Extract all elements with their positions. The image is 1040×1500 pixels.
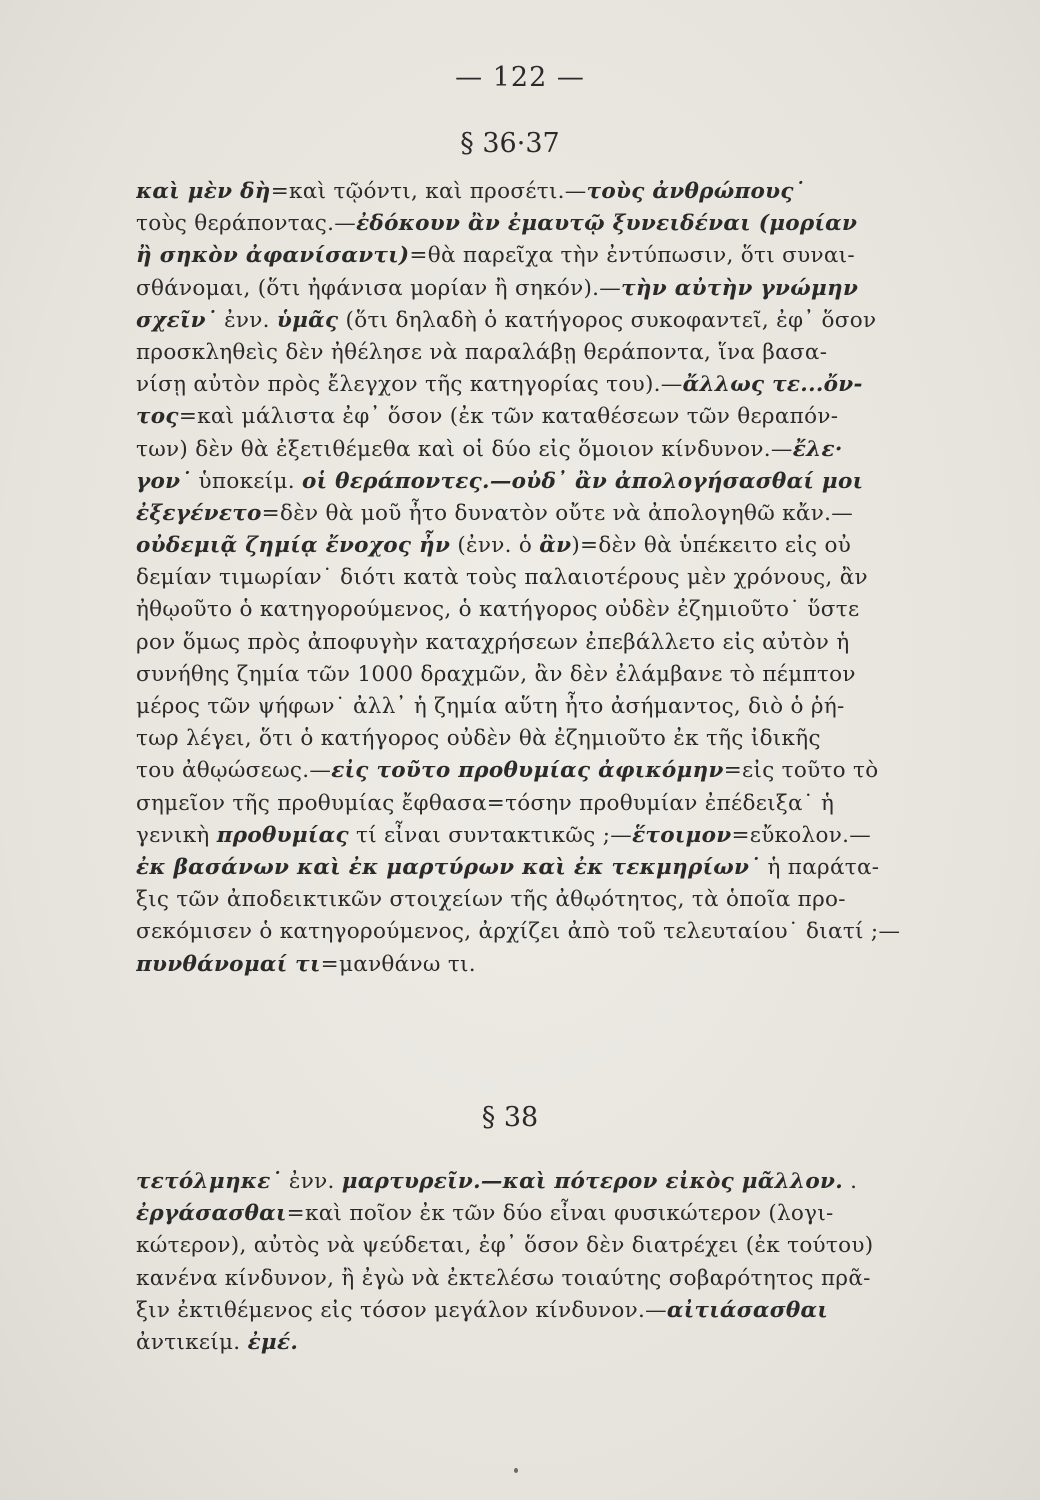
text-line <box>136 369 962 401</box>
commentary-text: τί εἶναι συντακτικῶς ;— <box>348 822 633 848</box>
lemma-text: τος <box>136 404 179 430</box>
commentary-text: ἡ παράτα- <box>760 854 880 880</box>
text-line <box>136 305 962 337</box>
lemma-text: ἐμέ. <box>247 1329 299 1355</box>
commentary-text: γενικὴ <box>136 822 217 848</box>
text-line <box>136 820 962 852</box>
text-line <box>136 691 962 723</box>
commentary-text: τοὺς θεράποντας.— <box>136 211 357 237</box>
commentary-text: . <box>843 1169 858 1194</box>
commentary-text: σθάνομαι, (ὅτι ἠφάνισα μορίαν ἢ σηκόν).— <box>136 275 622 301</box>
text-line <box>136 176 962 208</box>
commentary-text: νίσῃ αὐτὸν πρὸς ἔλεγχον τῆς κατηγορίας του).— <box>136 372 683 398</box>
text-line <box>136 1198 962 1230</box>
commentary-text: των) δὲν θὰ ἐξετιθέμεθα καὶ οἱ δύο εἰς ὅμοιον κίνδυνον.— <box>136 436 793 462</box>
commentary-text: συνήθης ζημία τῶν 1000 δραχμῶν, ἂν δὲν ἐλάμβανε τὸ πέμπτον <box>136 661 856 687</box>
commentary-text: μέρος τῶν ψήφων˙ ἀλλ᾽ ἡ ζημία αὕτη ἦτο ἀσήμαντος, διὸ ὁ ῥή- <box>136 694 845 719</box>
lemma-text: εἰς τοῦτο προθυμίας ἀφικόμην <box>331 758 724 784</box>
commentary-text: σεκόμισεν ὁ κατηγορούμενος, ἀρχίζει ἀπὸ τοῦ τελευταίου˙ διατί ;— <box>136 919 901 945</box>
commentary-text: ξιν ἐκτιθέμενος εἰς τόσον μεγάλον κίνδυνον.— <box>136 1297 667 1323</box>
text-line <box>136 659 962 691</box>
commentary-text: ἐνν. <box>216 307 277 333</box>
lemma-text: οὐδεμιᾷ ζημίᾳ ἔνοχος ἦν <box>136 533 451 559</box>
commentary-text: =θὰ παρεῖχα τὴν ἐντύπωσιν, ὅτι συναι- <box>409 243 855 269</box>
commentary-text: =εἰς τοῦτο τὸ <box>723 758 879 784</box>
lemma-text: ἔλε· <box>792 436 843 462</box>
text-line <box>136 627 962 659</box>
text-line <box>136 594 962 626</box>
lemma-text: τετόλμηκε˙ <box>136 1169 282 1194</box>
text-line <box>136 884 962 916</box>
commentary-text: προσκληθεὶς δὲν ἠθέλησε νὰ παραλάβῃ θεράποντα, ἵνα βασα- <box>136 339 828 365</box>
commentary-text: =καὶ ποῖον ἐκ τῶν δύο εἶναι φυσικώτερον (λογι- <box>286 1201 834 1227</box>
text-line <box>136 852 962 884</box>
lemma-text: μαρτυρεῖν.—καὶ πότερον εἰκὸς μᾶλλον. <box>341 1169 844 1194</box>
lemma-text: προθυμίας <box>216 822 349 848</box>
text-line <box>136 949 962 981</box>
text-line <box>136 788 962 820</box>
section-heading-38: § 38 <box>481 1102 539 1133</box>
commentary-text: =μανθάνω τι. <box>320 951 476 977</box>
commentary-text: τωρ λέγει, ὅτι ὁ κατήγορος οὐδὲν θὰ ἐζημιοῦτο ἐκ τῆς ἰδικῆς <box>136 726 821 752</box>
lemma-text: ἐξεγένετο <box>136 500 262 526</box>
commentary-text: (ὅτι δηλαδὴ ὁ κατήγορος συκοφαντεῖ, ἐφ᾽ ὅσον <box>338 307 877 333</box>
lemma-text: ἄλλως τε...ὄν- <box>682 372 863 398</box>
commentary-text: ἠθῳοῦτο ὁ κατηγορούμενος, ὁ κατήγορος οὐδὲν ἐζημιοῦτο˙ ὕστε <box>136 597 860 623</box>
commentary-text: ρον ὅμως πρὸς ἀποφυγὴν καταχρήσεων ἐπεβάλλετο εἰς αὐτὸν ἡ <box>136 629 850 655</box>
commentary-text: ἐνν. <box>281 1169 342 1194</box>
text-line <box>136 1295 962 1327</box>
text-line <box>136 1166 962 1198</box>
commentary-text: )=δὲν θὰ ὑπέκειτο εἰς οὐ <box>571 533 852 559</box>
lemma-text: γον˙ <box>136 468 192 494</box>
text-line <box>136 401 962 433</box>
commentary-text: του ἀθῳώσεως.— <box>136 758 332 784</box>
lemma-text: πυνθάνομαί τι <box>136 951 321 977</box>
section-heading-36-37: § 36·37 <box>460 128 560 159</box>
commentary-text: ὑποκείμ. <box>191 468 303 494</box>
commentary-text: σημεῖον τῆς προθυμίας ἔφθασα=τόσην προθυμίαν ἐπέδειξα˙ ἡ <box>136 790 835 816</box>
commentary-text: κανένα κίνδυνον, ἢ ἐγὼ νὰ ἐκτελέσω τοιαύτης σοβαρότητος πρᾶ- <box>136 1265 871 1291</box>
text-line <box>136 755 962 787</box>
text-line <box>136 723 962 755</box>
commentary-text: (ἐνν. ὁ <box>450 533 540 559</box>
commentary-text: ἀντικείμ. <box>136 1329 248 1355</box>
lemma-text: τὴν αὐτὴν γνώμην <box>621 275 859 301</box>
text-line <box>136 434 962 466</box>
text-line <box>136 562 962 594</box>
lemma-text: ἐδόκουν ἂν ἐμαυτῷ ξυνειδέναι (μορίαν <box>356 211 858 237</box>
commentary-paragraph-38 <box>136 1166 962 1359</box>
lemma-text: ἐργάσασθαι <box>136 1201 287 1227</box>
text-line <box>136 498 962 530</box>
text-line <box>136 530 962 562</box>
text-line <box>136 240 962 272</box>
text-line <box>136 1327 962 1359</box>
commentary-text: ξις τῶν ἀποδεικτικῶν στοιχείων τῆς ἀθῳότητος, τὰ ὁποῖα προ- <box>136 887 846 913</box>
lemma-text: σχεῖν˙ <box>136 307 217 333</box>
lemma-text: ὑμᾶς <box>276 307 339 333</box>
text-line <box>136 466 962 498</box>
commentary-text: =εὔκολον.— <box>731 822 872 848</box>
lemma-text: τοὺς ἀνθρώπους˙ <box>586 179 805 204</box>
page-number: — 122 — <box>455 62 585 93</box>
lemma-text: ἢ σηκὸν ἀφανίσαντι) <box>136 243 410 269</box>
commentary-text: =δὲν θὰ μοῦ ἦτο δυνατὸν οὔτε νὰ ἀπολογηθῶ κἄν.— <box>261 500 854 526</box>
commentary-text: =καὶ τῷόντι, καὶ προσέτι.— <box>270 179 587 204</box>
commentary-text: κώτερον), αὐτὸς νὰ ψεύδεται, ἐφ᾽ ὅσον δὲν διατρέχει (ἐκ τούτου) <box>136 1233 874 1259</box>
commentary-text: δεμίαν τιμωρίαν˙ διότι κατὰ τοὺς παλαιοτέρους μὲν χρόνους, ἂν <box>136 565 868 591</box>
lemma-text: οἱ θεράποντες.—οὐδ᾽ ἂν ἀπολογήσασθαί μοι <box>302 468 864 494</box>
commentary-paragraph-36-37 <box>136 176 962 981</box>
lemma-text: καὶ μὲν δὴ <box>136 179 271 204</box>
lemma-text: αἰτιάσασθαι <box>666 1297 829 1323</box>
print-speck <box>514 1468 518 1473</box>
text-line <box>136 1230 962 1262</box>
lemma-text: ἐκ βασάνων καὶ ἐκ μαρτύρων καὶ ἐκ τεκμηρίων˙ <box>136 854 761 880</box>
text-line <box>136 337 962 369</box>
text-line <box>136 916 962 948</box>
lemma-text: ἂν <box>539 533 572 559</box>
commentary-text: =καὶ μάλιστα ἐφ᾽ ὅσον (ἐκ τῶν καταθέσεων τῶν θεραπόν- <box>178 404 839 430</box>
text-line <box>136 208 962 240</box>
text-line <box>136 273 962 305</box>
text-line <box>136 1263 962 1295</box>
lemma-text: ἕτοιμον <box>632 822 732 848</box>
